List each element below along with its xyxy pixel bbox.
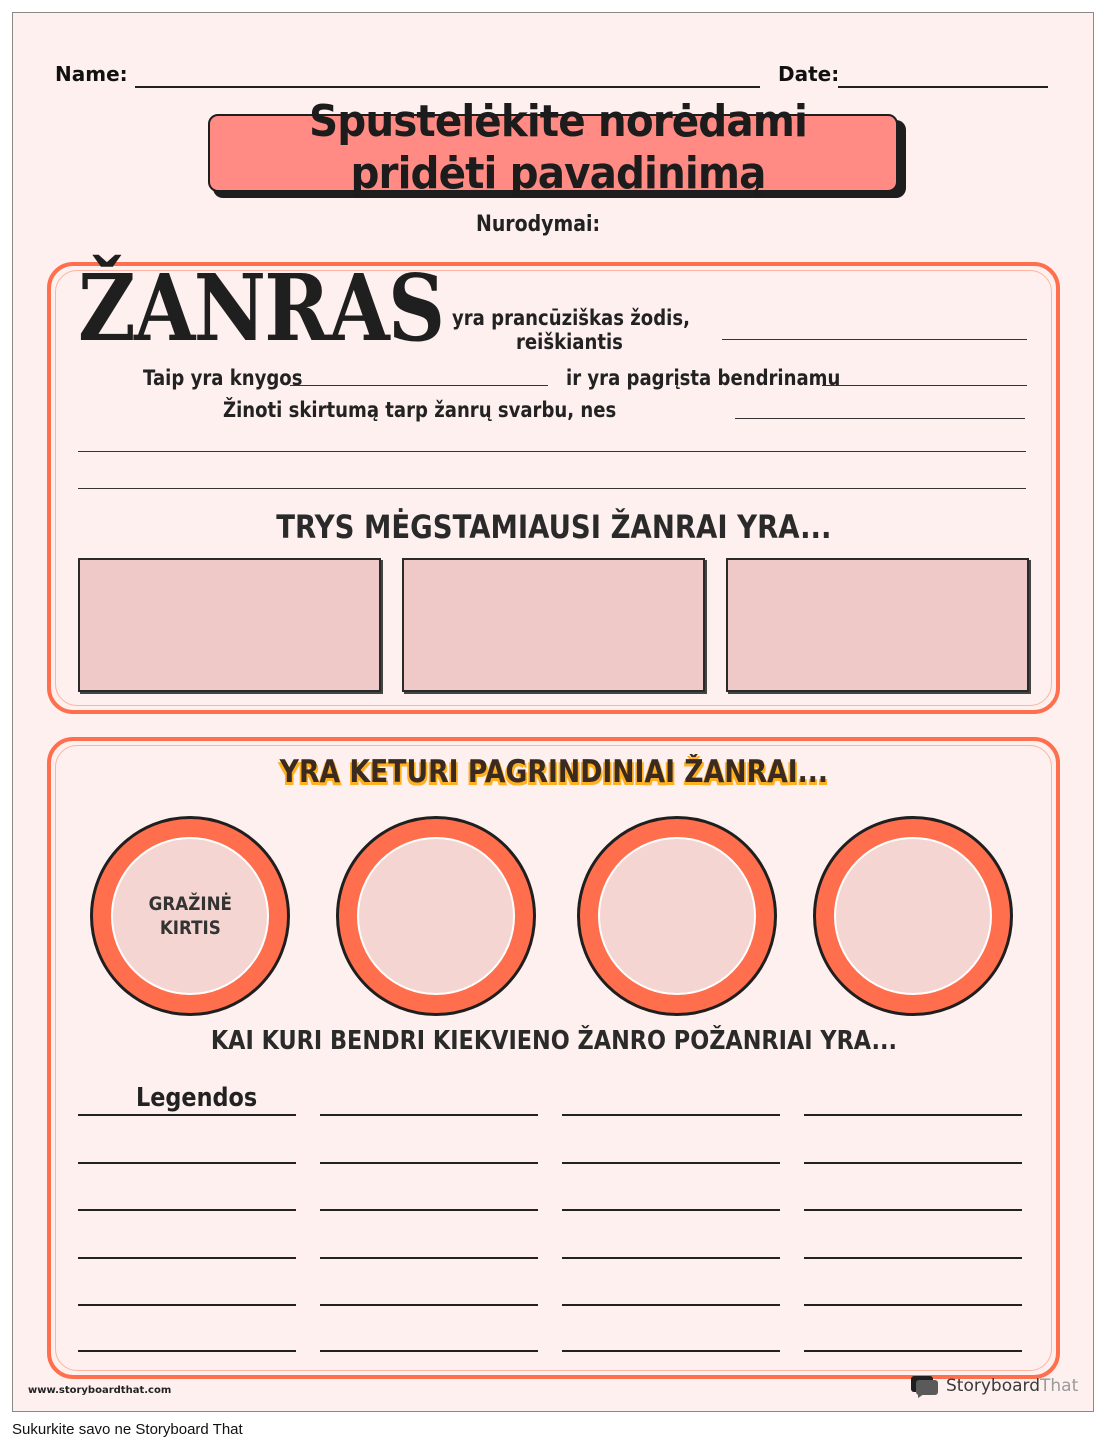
subgenre-line-c2-r4[interactable] [320,1257,538,1259]
books-answer-line[interactable] [290,385,548,386]
name-label: Name: [55,62,128,86]
date-line[interactable] [838,86,1048,88]
genre-circle-4[interactable] [813,816,1013,1016]
subgenre-line-c1-r1[interactable] [78,1114,296,1116]
subgenre-line-c4-r5[interactable] [804,1304,1022,1306]
definition-phrase4: Žinoti skirtumą tarp žanrų svarbu, nes [223,398,617,422]
genre-circle-1-inner[interactable] [111,837,269,995]
logo-text-that: That [1040,1376,1079,1396]
subgenre-line-c3-r5[interactable] [562,1304,780,1306]
genre-circle-1-label-line2: KIRTIS [159,917,221,939]
subgenre-line-c2-r3[interactable] [320,1209,538,1211]
genre-circle-1[interactable] [90,816,290,1016]
subgenre-line-c4-r2[interactable] [804,1162,1022,1164]
meaning-answer-line[interactable] [722,339,1027,340]
definition-phrase3: ir yra pagrįsta bendrinamu [566,366,841,390]
subgenre-line-c1-r2[interactable] [78,1162,296,1164]
subgenre-line-c3-r6[interactable] [562,1350,780,1352]
subgenre-line-c4-r4[interactable] [804,1257,1022,1259]
speech-bubble-icon [910,1374,940,1398]
instructions-label: Nurodymai: [476,212,601,237]
subgenre-example[interactable]: Legendos [136,1083,258,1113]
footer-url[interactable]: www.storyboardthat.com [28,1385,172,1396]
subgenre-line-c2-r5[interactable] [320,1304,538,1306]
subgenre-line-c2-r1[interactable] [320,1114,538,1116]
subgenre-line-c2-r6[interactable] [320,1350,538,1352]
name-line[interactable] [135,86,760,88]
subgenre-line-c2-r2[interactable] [320,1162,538,1164]
genre-circle-2-inner[interactable] [357,837,515,995]
genre-circle-1-label-line1: GRAŽINĖ [148,893,232,915]
favorites-heading [90,508,1018,546]
genre-big-word: ŽANRAS [78,254,444,362]
subgenres-heading-text: KAI KURI BENDRI KIEKVIENO ŽANRO POŽANRIAI YRA... [210,1026,898,1056]
subgenre-line-c4-r1[interactable] [804,1114,1022,1116]
footer-caption: Sukurkite savo ne Storyboard That [12,1421,243,1438]
importance-answer-line-1[interactable] [735,418,1025,419]
subgenre-line-c3-r1[interactable] [562,1114,780,1116]
genre-circle-2[interactable] [336,816,536,1016]
genre-circle-4-inner[interactable] [834,837,992,995]
subgenre-line-c1-r5[interactable] [78,1304,296,1306]
four-genres-heading-text: YRA KETURI PAGRINDINIAI ŽANRAI... [279,754,829,790]
subgenre-line-c4-r6[interactable] [804,1350,1022,1352]
genre-circle-1-label [148,892,231,940]
definition-phrase2: Taip yra knygos [143,366,303,390]
shared-answer-line[interactable] [822,385,1027,386]
four-genres-heading [90,754,1018,790]
definition-phrase1-line2: reiškiantis [516,330,623,354]
importance-answer-line-3[interactable] [78,488,1026,489]
page-title[interactable]: Spustelėkite norėdami pridėti pavadinimą [309,96,807,199]
logo-text-main: Storyboard [946,1376,1040,1396]
favorites-heading-text: TRYS MĖGSTAMIAUSI ŽANRAI YRA... [276,508,832,546]
logo-text [946,1376,1078,1396]
subgenre-line-c1-r6[interactable] [78,1350,296,1352]
favorite-genre-box-3[interactable] [726,558,1029,692]
subgenres-heading [90,1026,1018,1056]
genre-circle-3[interactable] [577,816,777,1016]
genre-circle-3-inner[interactable] [598,837,756,995]
subgenre-line-c4-r3[interactable] [804,1209,1022,1211]
storyboardthat-logo[interactable] [910,1374,1078,1398]
favorite-genre-box-1[interactable] [78,558,381,692]
subgenre-line-c1-r3[interactable] [78,1209,296,1211]
subgenre-line-c3-r2[interactable] [562,1162,780,1164]
subgenre-line-c1-r4[interactable] [78,1257,296,1259]
subgenre-line-c3-r4[interactable] [562,1257,780,1259]
date-label: Date: [778,62,840,86]
importance-answer-line-2[interactable] [78,451,1026,452]
definition-phrase1-line1: yra prancūziškas žodis, [452,306,690,330]
favorite-genre-box-2[interactable] [402,558,705,692]
subgenre-line-c3-r3[interactable] [562,1209,780,1211]
